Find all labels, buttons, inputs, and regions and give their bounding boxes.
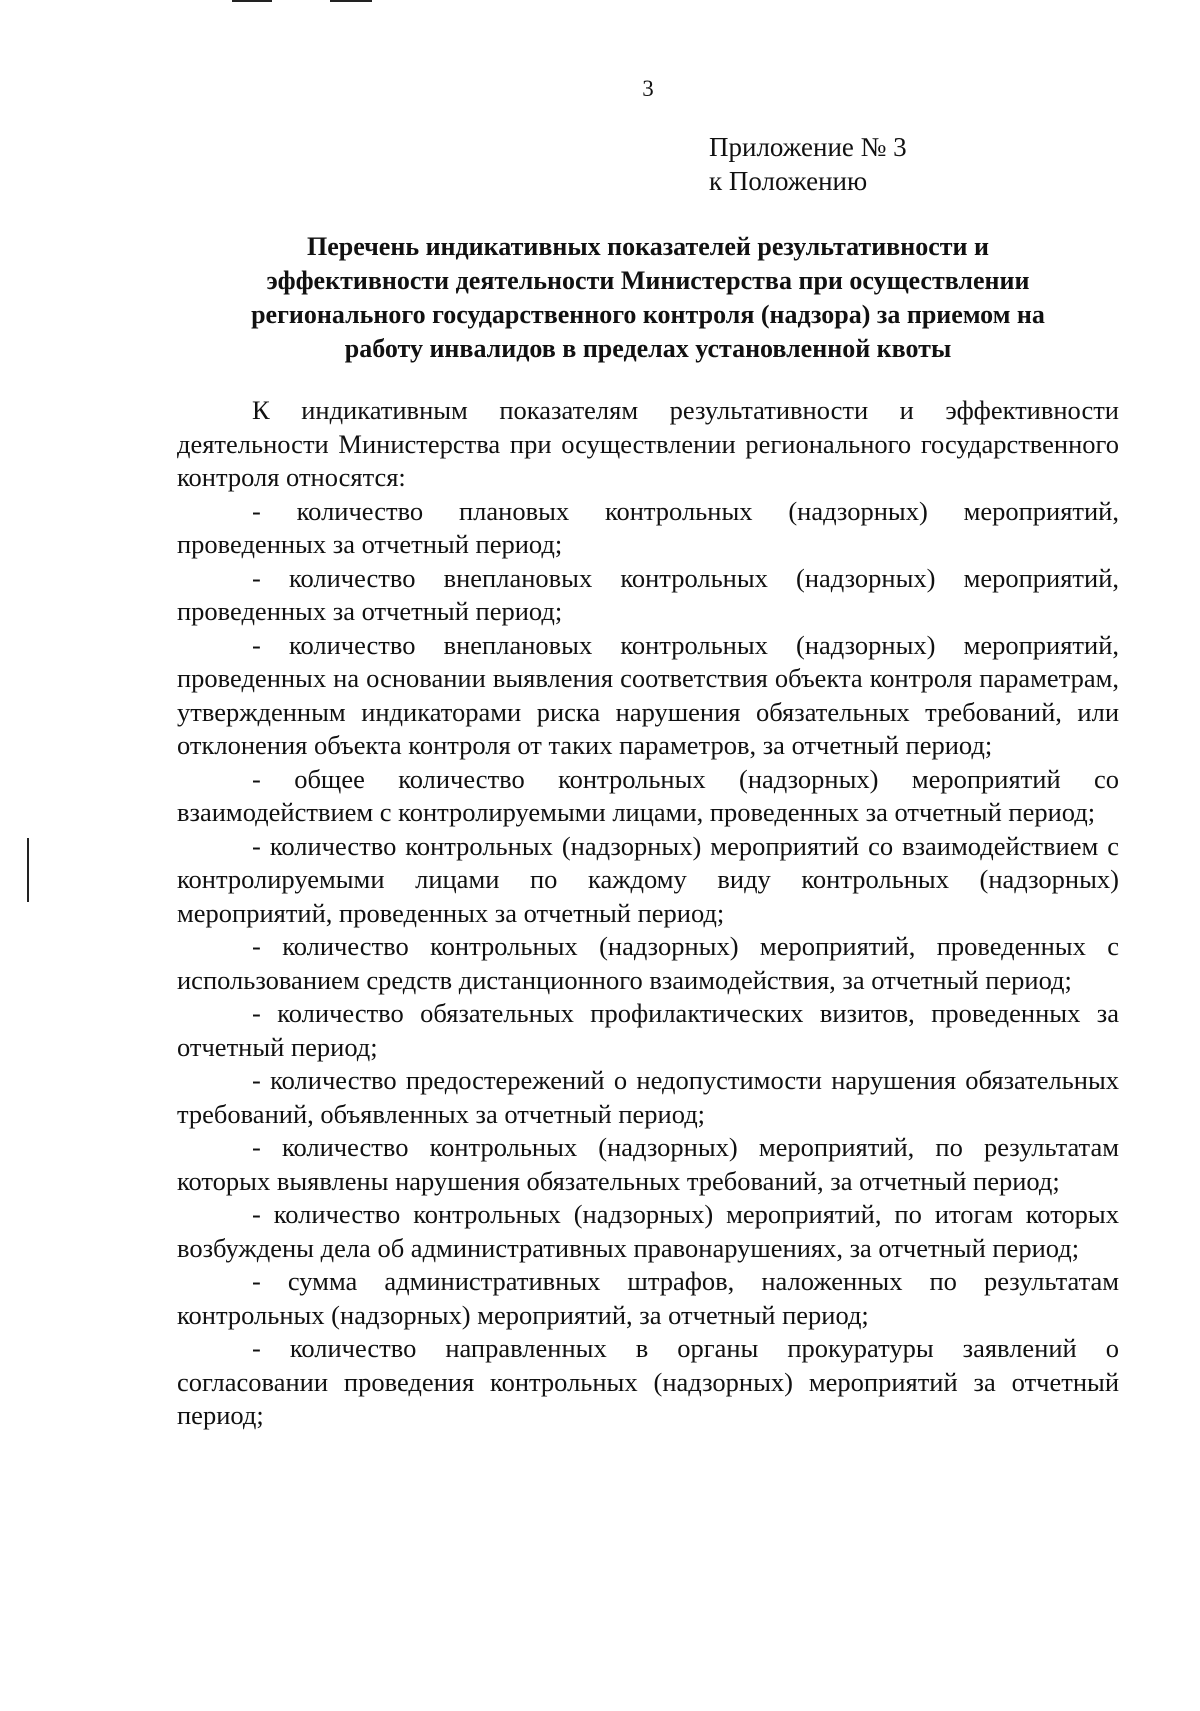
scan-artifact-top-left bbox=[232, 0, 272, 2]
intro-paragraph: К индикативным показателям результативности и эффективности деятельности Министерства при осуществлении регионального государственного контроля относятся: bbox=[177, 395, 1119, 492]
list-item: - количество обязательных профилактических визитов, проведенных за отчетный период; bbox=[177, 998, 1119, 1062]
appendix-line-2: к Положению bbox=[709, 166, 868, 196]
document-title bbox=[176, 230, 1120, 366]
list-item: - количество контрольных (надзорных) мероприятий, по итогам которых возбуждены дела об административных правонарушениях, за отчетный период; bbox=[177, 1199, 1119, 1263]
title-line-3: регионального государственного контроля (надзора) за приемом на bbox=[251, 300, 1045, 329]
list-item: - сумма административных штрафов, наложенных по результатам контрольных (надзорных) мероприятий, за отчетный период; bbox=[177, 1266, 1119, 1330]
list-item: - количество направленных в органы прокуратуры заявлений о согласовании проведения контрольных (надзорных) мероприятий за отчетный период; bbox=[177, 1333, 1119, 1430]
page-number: 3 bbox=[642, 76, 654, 101]
document-body bbox=[177, 394, 1119, 1433]
list-item: - количество внеплановых контрольных (надзорных) мероприятий, проведенных на основании выявления соответствия объекта контроля параметрам, утвержденным индикаторами риска нарушения обязательных требований, или отклонения объекта контроля от таких параметров, за отчетный период; bbox=[177, 629, 1119, 760]
list-item: - количество контрольных (надзорных) мероприятий, по результатам которых выявлены нарушения обязательных требований, за отчетный период; bbox=[177, 1132, 1119, 1196]
list-item: - общее количество контрольных (надзорных) мероприятий со взаимодействием с контролируемыми лицами, проведенных за отчетный период; bbox=[177, 763, 1119, 827]
title-line-1: Перечень индикативных показателей результативности и bbox=[307, 232, 989, 261]
list-item: - количество плановых контрольных (надзорных) мероприятий, проведенных за отчетный период; bbox=[177, 495, 1119, 559]
list-item: - количество внеплановых контрольных (надзорных) мероприятий, проведенных за отчетный период; bbox=[177, 562, 1119, 626]
list-item: - количество предостережений о недопустимости нарушения обязательных требований, объявленных за отчетный период; bbox=[177, 1065, 1119, 1129]
list-item: - количество контрольных (надзорных) мероприятий со взаимодействием с контролируемыми лицами по каждому виду контрольных (надзорных) мероприятий, проведенных за отчетный период; bbox=[177, 830, 1119, 928]
title-line-4: работу инвалидов в пределах установленной квоты bbox=[344, 334, 952, 363]
scan-artifact-top-center bbox=[330, 0, 372, 2]
title-line-2: эффективности деятельности Министерства при осуществлении bbox=[266, 266, 1030, 295]
appendix-reference bbox=[709, 130, 907, 198]
appendix-line-1: Приложение № 3 bbox=[709, 132, 907, 162]
scan-artifact-left-margin bbox=[27, 838, 29, 902]
list-item: - количество контрольных (надзорных) мероприятий, проведенных с использованием средств дистанционного взаимодействия, за отчетный период; bbox=[177, 931, 1119, 995]
